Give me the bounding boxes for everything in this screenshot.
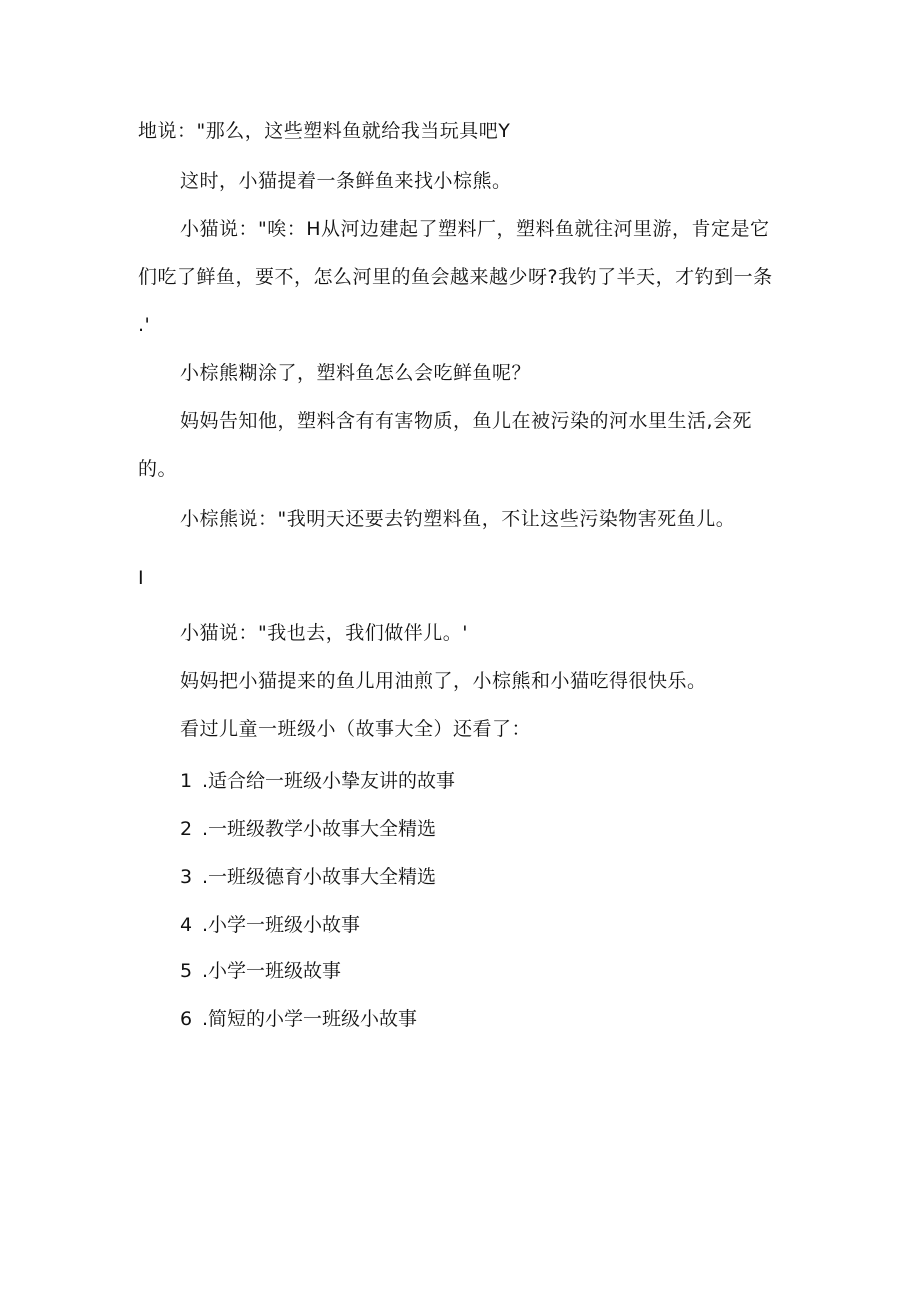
story-line: I [138, 567, 145, 589]
list-text: .小学一班级小故事 [202, 914, 361, 936]
story-line: 小猫说："唉：H从河边建起了塑料厂，塑料鱼就往河里游，肯定是它 [180, 218, 770, 240]
list-text: .小学一班级故事 [202, 960, 342, 982]
list-text: .一班级教学小故事大全精选 [202, 818, 437, 840]
related-story-link[interactable] [180, 864, 436, 890]
list-number: 2 [180, 818, 193, 840]
story-line: 们吃了鲜鱼，要不，怎么河里的鱼会越来越少呀?我钓了半天，才钓到一条 [138, 266, 773, 288]
related-story-link[interactable] [180, 958, 341, 984]
story-line: 小棕熊说："我明天还要去钓塑料鱼，不让这些污染物害死鱼儿。 [180, 508, 736, 530]
list-text: .一班级德育小故事大全精选 [202, 866, 437, 888]
list-number: 6 [180, 1008, 193, 1030]
story-line: 小猫说："我也去，我们做伴儿。' [180, 622, 468, 644]
story-line: .' [138, 314, 151, 336]
story-line: 妈妈把小猫提来的鱼儿用油煎了，小棕熊和小猫吃得很快乐。 [180, 670, 707, 692]
list-number: 4 [180, 914, 193, 936]
list-number: 5 [180, 960, 193, 982]
related-story-link[interactable] [180, 768, 455, 794]
list-number: 3 [180, 866, 193, 888]
story-line: 小棕熊糊涂了，塑料鱼怎么会吃鲜鱼呢？ [180, 362, 532, 384]
related-story-link[interactable] [180, 1006, 417, 1032]
story-line: 地说："那么，这些塑料鱼就给我当玩具吧Y [138, 120, 511, 142]
story-line: 这时，小猫提着一条鲜鱼来找小棕熊。 [180, 170, 512, 192]
related-heading: 看过儿童一班级小（故事大全）还看了： [180, 718, 532, 740]
list-text: .简短的小学一班级小故事 [202, 1008, 418, 1030]
list-number: 1 [180, 770, 193, 792]
list-text: .适合给一班级小挚友讲的故事 [202, 770, 456, 792]
related-story-link[interactable] [180, 912, 360, 938]
story-line: 的。 [138, 458, 178, 480]
story-line: 妈妈告知他，塑料含有有害物质，鱼儿在被污染的河水里生活,会死 [180, 410, 753, 432]
related-story-link[interactable] [180, 816, 436, 842]
